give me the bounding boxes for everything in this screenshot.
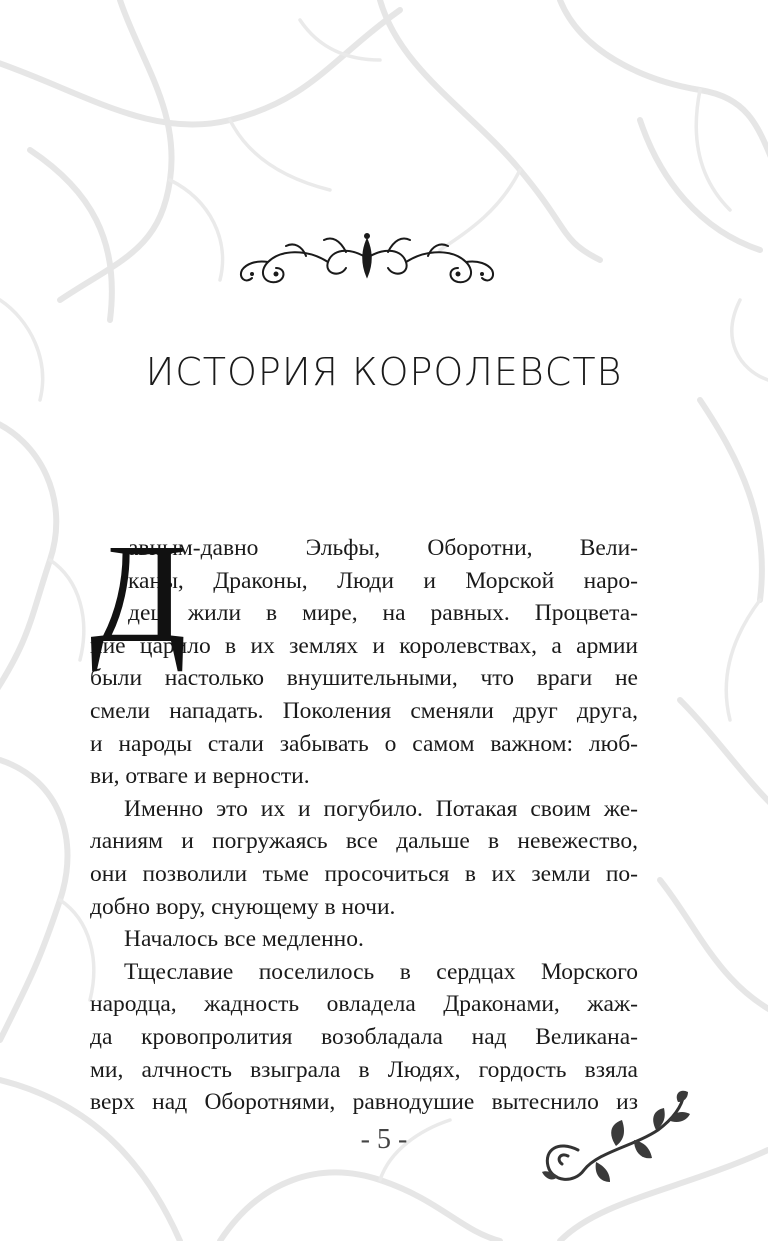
body-text bbox=[90, 514, 638, 1119]
text-line: Тщеславие поселилось в сердцах Морского bbox=[124, 958, 638, 985]
text-line: ми, алчность взыграла в Людях, гордость взяла bbox=[90, 1056, 638, 1083]
text-line: авным-давно Эльфы, Оборотни, Вели- bbox=[128, 535, 638, 561]
text-line: Началось все медленно. bbox=[124, 926, 364, 953]
chapter-title: ИСТОРИЯ КОРОЛЕВСТВ bbox=[145, 350, 623, 394]
text-line: да кровопролития возобладала над Великана- bbox=[90, 1023, 638, 1050]
text-line: народца, жадность овладела Драконами, жаж- bbox=[90, 991, 638, 1018]
flourish-ornament bbox=[236, 228, 498, 290]
text-line: были настолько внушительными, что враги не bbox=[90, 665, 638, 692]
text-line: верх над Оборотнями, равнодушие вытеснило из bbox=[90, 1089, 638, 1116]
text-line: ланиям и погружаясь все дальше в невежество, bbox=[90, 828, 638, 855]
text-line: Именно это их и погубило. Потакая своим же- bbox=[124, 795, 638, 822]
drop-cap: Д bbox=[90, 514, 187, 672]
text-line: ви, отваге и верности. bbox=[90, 763, 310, 790]
page-number: - 5 - bbox=[360, 1124, 408, 1155]
text-line: каны, Драконы, Люди и Морской наро- bbox=[128, 567, 638, 594]
text-line: и народы стали забывать о самом важном: люб- bbox=[90, 730, 638, 757]
text-line: ние царило в их землях и королевствах, а армии bbox=[90, 632, 638, 659]
text-line: дец жили в мире, на равных. Процвета- bbox=[128, 600, 638, 627]
vine-ornament bbox=[538, 1090, 696, 1192]
text-line: добно вору, снующему в ночи. bbox=[90, 893, 396, 920]
text-line: смели нападать. Поколения сменяли друг друга, bbox=[90, 697, 638, 724]
text-line: они позволили тьме просочиться в их земли по- bbox=[90, 860, 638, 887]
